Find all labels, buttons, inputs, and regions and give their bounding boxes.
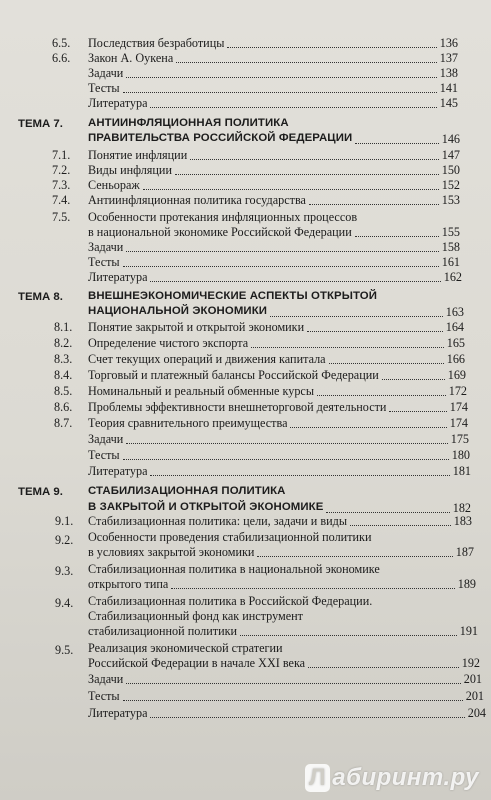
toc-entry-tests [88,255,460,270]
toc-entry-topic-8 [88,304,464,320]
entry-title-line: открытого типа [88,577,169,591]
page-number: 147 [441,148,460,162]
toc-entry-8-6 [88,400,468,415]
entry-title: Теория сравнительного преимущества [88,416,288,430]
toc-entry-tasks [88,432,469,447]
page-number: 150 [441,163,460,177]
section-number: 7.5. [52,210,71,224]
entry-title: Понятие закрытой и открытой экономики [88,320,305,334]
toc-entry-8-2 [88,336,465,351]
entry-title: Тесты [88,81,120,95]
labirint-logo-icon: Л [305,764,330,792]
page-number: 166 [446,352,465,366]
entry-title: Счет текущих операций и движения капитала [88,352,326,366]
page-number: 201 [465,689,484,703]
entry-title: Закон А. Оукена [88,51,174,65]
page-number: 189 [457,577,476,591]
toc-entry-topic-7 [88,131,460,147]
page-number: 182 [452,500,471,515]
toc-entry-8-5 [88,384,467,399]
page-number: 145 [439,96,458,110]
toc-entry-tests [88,448,470,463]
leader-dots [190,159,438,160]
labirint-watermark [305,764,479,792]
leader-dots [329,363,444,364]
toc-entry-9-4 [88,624,478,639]
section-number: 9.4. [55,596,74,610]
section-number: 6.6. [52,51,71,65]
toc-entry-8-7 [88,416,468,431]
page-number: 136 [439,36,458,50]
leader-dots [126,251,438,252]
entry-title-line: Реализация экономической стратегии [88,641,283,655]
section-number: 7.3. [52,178,71,192]
leader-dots [326,512,449,513]
leader-dots [143,189,439,190]
entry-title: Задачи [88,672,124,686]
topic-label: ТЕМА 8. [18,291,63,303]
topic-label: ТЕМА 7. [18,118,63,130]
entry-title: Виды инфляции [88,163,172,177]
leader-dots [389,411,446,412]
page-number: 174 [449,416,468,430]
toc-entry-6-5 [88,36,458,51]
section-number: 7.1. [52,148,71,162]
toc-entry-9-1 [88,514,472,529]
page-number: 191 [459,624,478,638]
entry-title: Понятие инфляции [88,148,188,162]
leader-dots [150,475,449,476]
toc-entry-7-2 [88,163,460,178]
section-number: 9.1. [55,514,74,528]
leader-dots [290,427,446,428]
entry-title-line: Особенности протекания инфляционных процессов [88,210,358,224]
leader-dots [126,443,447,444]
page-number: 192 [461,656,480,670]
leader-dots [123,266,439,267]
toc-entry-literature [88,464,471,479]
page-number: 187 [455,545,474,559]
leader-dots [355,143,438,144]
page-number: 174 [449,400,468,414]
leader-dots [123,92,437,93]
entry-title: Последствия безработицы [88,36,225,50]
page-number: 165 [446,336,465,350]
page-number: 175 [450,432,469,446]
section-number: 8.6. [54,400,73,414]
page-number: 169 [447,368,466,382]
entry-title: Тесты [88,689,120,703]
leader-dots [175,174,439,175]
entry-title: Сеньораж [88,178,140,192]
leader-dots [350,525,451,526]
page-number: 162 [443,270,462,284]
leader-dots [126,683,460,684]
leader-dots [382,379,445,380]
section-number: 7.2. [52,163,71,177]
page-number: 137 [439,51,458,65]
entry-title-line: стабилизационной политики [88,624,238,638]
section-number: 9.3. [55,564,74,578]
leader-dots [257,556,452,557]
leader-dots [227,47,436,48]
toc-entry-7-1 [88,148,460,163]
page-number: 172 [448,384,467,398]
entry-title-line: Стабилизационный фонд как инструмент [88,609,303,623]
leader-dots [150,281,440,282]
toc-entry-7-5 [88,225,460,240]
entry-title-line: Стабилизационная политика в национальной экономике [88,562,380,576]
page-number: 204 [467,706,486,720]
toc-entry-9-5 [88,656,480,671]
entry-title: Тесты [88,255,120,269]
entry-title: Торговый и платежный балансы Российской Федерации [88,368,379,382]
page-number: 183 [453,514,472,528]
toc-entry-9-2 [88,545,474,560]
section-number: 9.5. [55,643,74,657]
leader-dots [308,667,459,668]
page-number: 161 [441,255,460,269]
leader-dots [317,395,446,396]
entry-title: Задачи [88,66,124,80]
page-number: 181 [452,464,471,478]
toc-entry-literature [88,706,486,721]
leader-dots [150,717,464,718]
toc-entry-literature [88,96,458,111]
entry-title-line: Особенности проведения стабилизационной политики [88,530,372,544]
entry-title-line: в условиях закрытой экономики [88,545,255,559]
leader-dots [251,347,444,348]
topic-title-line: В ЗАКРЫТОЙ И ОТКРЫТОЙ ЭКОНОМИКЕ [88,501,324,513]
page-number: 180 [451,448,470,462]
section-number: 8.3. [54,352,73,366]
page-number: 158 [441,240,460,254]
toc-entry-9-3 [88,577,476,592]
topic-title-line: АНТИИНФЛЯЦИОННАЯ ПОЛИТИКА [88,117,289,129]
page-number: 164 [445,320,464,334]
entry-title: Литература [88,464,148,478]
entry-title: Литература [88,96,148,110]
section-number: 8.4. [54,368,73,382]
page-number: 201 [463,672,482,686]
entry-title: Тесты [88,448,120,462]
toc-entry-8-4 [88,368,466,383]
leader-dots [123,700,463,701]
leader-dots [240,635,457,636]
leader-dots [150,107,436,108]
leader-dots [355,236,439,237]
toc-entry-tasks [88,672,482,687]
toc-entry-tests [88,689,484,704]
toc-entry-7-4 [88,193,460,208]
toc-entry-7-3 [88,178,460,193]
leader-dots [171,588,454,589]
page-number: 141 [439,81,458,95]
topic-title-line: ВНЕШНЕЭКОНОМИЧЕСКИЕ АСПЕКТЫ ОТКРЫТОЙ [88,290,378,302]
page-number: 155 [441,225,460,239]
section-number: 6.5. [52,36,71,50]
page-number: 138 [439,66,458,80]
entry-title: Определение чистого экспорта [88,336,249,350]
toc-entry-6-6 [88,51,458,66]
entry-title: Задачи [88,432,124,446]
section-number: 8.2. [54,336,73,350]
toc-entry-literature [88,270,462,285]
topic-title-line: НАЦИОНАЛЬНОЙ ЭКОНОМИКИ [88,305,268,317]
leader-dots [270,316,443,317]
toc-entry-tasks [88,66,458,81]
entry-title-line: Стабилизационная политика в Российской Федерации. [88,594,373,608]
page-number: 153 [441,193,460,207]
page-number: 146 [441,131,460,146]
section-number: 8.5. [54,384,73,398]
page-number: 152 [441,178,460,192]
entry-title: Задачи [88,240,124,254]
entry-title: Стабилизационная политика: цели, задачи и виды [88,514,348,528]
toc-entry-8-1 [88,320,464,335]
leader-dots [176,62,436,63]
watermark-text: абиринт.ру [332,764,479,791]
leader-dots [126,77,436,78]
section-number: 8.1. [54,320,73,334]
entry-title: Литература [88,270,148,284]
entry-title: Номинальный и реальный обменные курсы [88,384,315,398]
toc-entry-tasks [88,240,460,255]
leader-dots [309,204,439,205]
section-number: 8.7. [54,416,73,430]
section-number: 9.2. [55,533,74,547]
topic-title-line: СТАБИЛИЗАЦИОННАЯ ПОЛИТИКА [88,485,286,497]
entry-title: Антиинфляционная политика государства [88,193,306,207]
leader-dots [123,459,449,460]
leader-dots [307,331,443,332]
page-number: 163 [445,304,464,319]
topic-label: ТЕМА 9. [18,486,63,498]
entry-title-line: Российской Федерации в начале XXI века [88,656,306,670]
topic-title-line: ПРАВИТЕЛЬСТВА РОССИЙСКОЙ ФЕДЕРАЦИИ [88,132,353,144]
toc-entry-8-3 [88,352,465,367]
entry-title-line: в национальной экономике Российской Федерации [88,225,352,239]
section-number: 7.4. [52,193,71,207]
entry-title: Проблемы эффективности внешнеторговой деятельности [88,400,387,414]
toc-entry-tests [88,81,458,96]
entry-title: Литература [88,706,148,720]
